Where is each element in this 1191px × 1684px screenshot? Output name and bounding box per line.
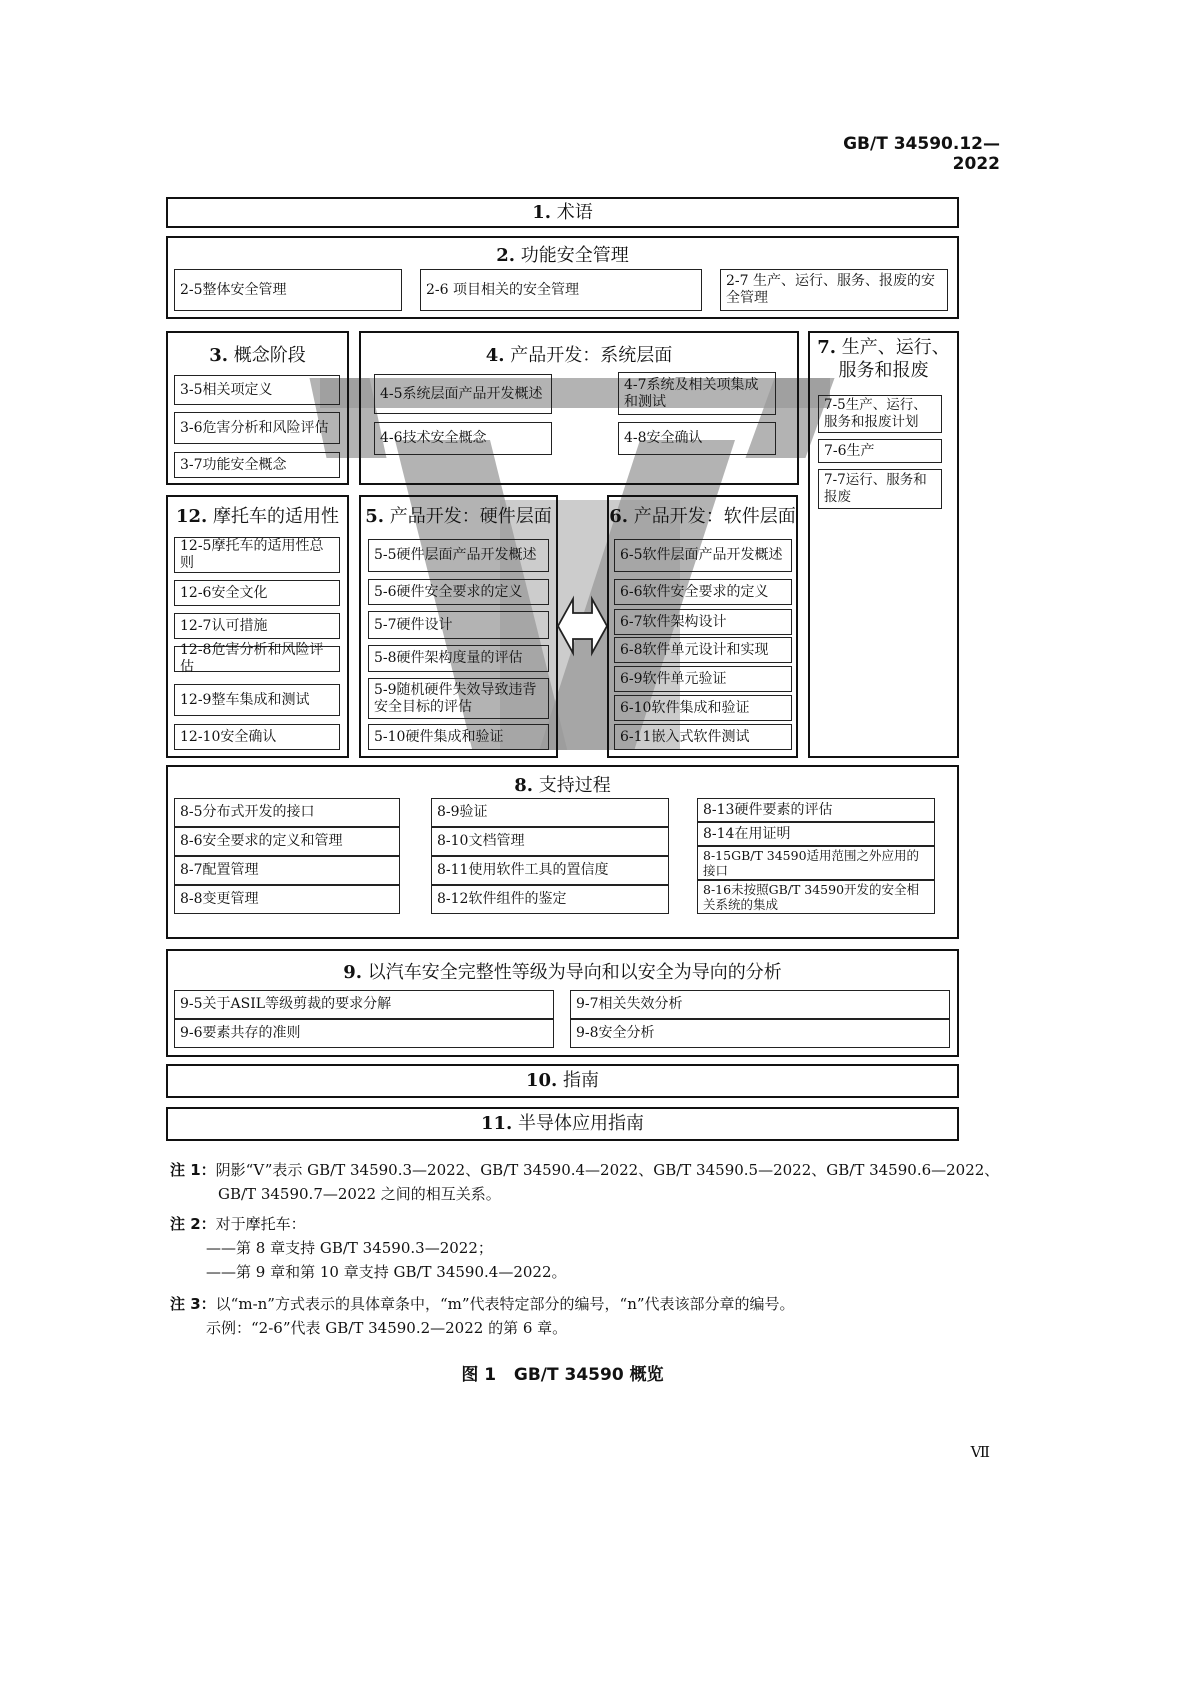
- item-12-7: 12-7认可措施: [174, 613, 340, 639]
- item-8-13: 8-13硬件要素的评估: [697, 798, 935, 822]
- section-3-title: 3. 概念阶段: [209, 345, 306, 366]
- section-5-title: 5. 产品开发：硬件层面: [365, 506, 552, 527]
- note-1-text: 阴影“V”表示 GB/T 34590.3—2022、GB/T 34590.4—2022、GB/T 34590.5—2022、GB/T 34590.6—2022、: [215, 1161, 1000, 1179]
- section-10-guideline: 10. 指南: [166, 1064, 959, 1098]
- item-6-11: 6-11嵌入式软件测试: [614, 724, 792, 750]
- item-6-10: 6-10软件集成和验证: [614, 695, 792, 721]
- note-2-label: 注 2：: [170, 1215, 216, 1233]
- item-6-9: 6-9软件单元验证: [614, 666, 792, 692]
- section-6-title: 6. 产品开发：软件层面: [609, 506, 796, 527]
- section-7-title: 7. 生产、运行、 服务和报废: [817, 337, 950, 381]
- double-arrow-icon: [555, 595, 610, 657]
- item-7-7: 7-7运行、服务和报废: [818, 469, 942, 509]
- item-3-5: 3-5相关项定义: [174, 375, 340, 405]
- item-8-7: 8-7配置管理: [174, 856, 400, 885]
- item-4-8: 4-8安全确认: [618, 422, 776, 455]
- note-1: [170, 1158, 1010, 1206]
- item-4-7: 4-7系统及相关项集成和测试: [618, 372, 776, 415]
- item-6-8: 6-8软件单元设计和实现: [614, 637, 792, 663]
- item-8-16: 8-16未按照GB/T 34590开发的安全相关系统的集成: [697, 880, 935, 914]
- note-1-cont: GB/T 34590.7—2022 之间的相互关系。: [218, 1185, 501, 1203]
- item-8-6: 8-6安全要求的定义和管理: [174, 827, 400, 856]
- figure-caption: 图 1 GB/T 34590 概览: [461, 1365, 664, 1385]
- note-2-text: 对于摩托车：: [215, 1215, 306, 1233]
- note-1-label: 注 1：: [170, 1161, 216, 1179]
- item-8-14: 8-14在用证明: [697, 822, 935, 846]
- section-4-title: 4. 产品开发：系统层面: [485, 345, 673, 366]
- item-5-7: 5-7硬件设计: [368, 611, 549, 639]
- item-6-6: 6-6软件安全要求的定义: [614, 579, 792, 605]
- item-5-5: 5-5硬件层面产品开发概述: [368, 539, 549, 572]
- section-12-title: 12. 摩托车的适用性: [175, 506, 340, 527]
- note-2-item-1: ——第 8 章支持 GB/T 34590.3—2022；: [206, 1239, 493, 1257]
- item-2-6: 2-6 项目相关的安全管理: [420, 269, 702, 311]
- item-5-8: 5-8硬件架构度量的评估: [368, 645, 549, 672]
- page-number: Ⅶ: [970, 1443, 990, 1461]
- section-11-semiconductor-guideline: 11. 半导体应用指南: [166, 1107, 959, 1141]
- item-2-7: 2-7 生产、运行、服务、报废的安全管理: [720, 269, 948, 311]
- item-12-8: 12-8危害分析和风险评估: [174, 646, 340, 672]
- item-2-5: 2-5整体安全管理: [174, 269, 402, 311]
- note-3: [170, 1292, 990, 1340]
- item-9-7: 9-7相关失效分析: [570, 990, 950, 1019]
- note-2-item-2: ——第 9 章和第 10 章支持 GB/T 34590.4—2022。: [206, 1263, 567, 1281]
- item-12-9: 12-9整车集成和测试: [174, 684, 340, 716]
- item-4-6: 4-6技术安全概念: [374, 422, 552, 455]
- item-8-5: 8-5分布式开发的接口: [174, 798, 400, 827]
- item-5-10: 5-10硬件集成和验证: [368, 724, 549, 750]
- item-8-9: 8-9验证: [431, 798, 669, 827]
- standard-code: GB/T 34590.12—2022: [843, 134, 1000, 174]
- item-12-5: 12-5摩托车的适用性总则: [174, 537, 340, 573]
- item-8-12: 8-12软件组件的鉴定: [431, 885, 669, 914]
- item-5-9: 5-9随机硬件失效导致违背安全目标的评估: [368, 678, 549, 719]
- item-9-8: 9-8安全分析: [570, 1019, 950, 1048]
- item-8-10: 8-10文档管理: [431, 827, 669, 856]
- item-12-6: 12-6安全文化: [174, 580, 340, 606]
- item-5-6: 5-6硬件安全要求的定义: [368, 579, 549, 605]
- example-label: 示例：: [206, 1319, 252, 1337]
- item-8-15: 8-15GB/T 34590适用范围之外应用的接口: [697, 846, 935, 880]
- note-3-text: 以“m-n”方式表示的具体章条中，“m”代表特定部分的编号，“n”代表该部分章的编号。: [215, 1295, 795, 1313]
- item-4-5: 4-5系统层面产品开发概述: [374, 374, 552, 414]
- item-8-11: 8-11使用软件工具的置信度: [431, 856, 669, 885]
- item-9-6: 9-6要素共存的准则: [174, 1019, 554, 1048]
- section-8-title: 8. 支持过程: [514, 775, 611, 796]
- item-3-7: 3-7功能安全概念: [174, 452, 340, 478]
- item-7-5: 7-5生产、运行、服务和报废计划: [818, 395, 942, 433]
- item-12-10: 12-10安全确认: [174, 724, 340, 750]
- item-3-6: 3-6危害分析和风险评估: [174, 412, 340, 444]
- section-1-terms: 1. 术语: [166, 197, 959, 228]
- item-8-8: 8-8变更管理: [174, 885, 400, 914]
- item-9-5: 9-5关于ASIL等级剪裁的要求分解: [174, 990, 554, 1019]
- item-6-5: 6-5软件层面产品开发概述: [614, 539, 792, 572]
- item-7-6: 7-6生产: [818, 439, 942, 463]
- section-9-title: 9. 以汽车安全完整性等级为导向和以安全为导向的分析: [343, 962, 782, 983]
- item-6-7: 6-7软件架构设计: [614, 609, 792, 635]
- note-2: [170, 1212, 990, 1284]
- section-2-title: 2. 功能安全管理: [496, 245, 629, 266]
- example-text: “2-6”代表 GB/T 34590.2—2022 的第 6 章。: [251, 1319, 568, 1337]
- note-3-label: 注 3：: [170, 1295, 216, 1313]
